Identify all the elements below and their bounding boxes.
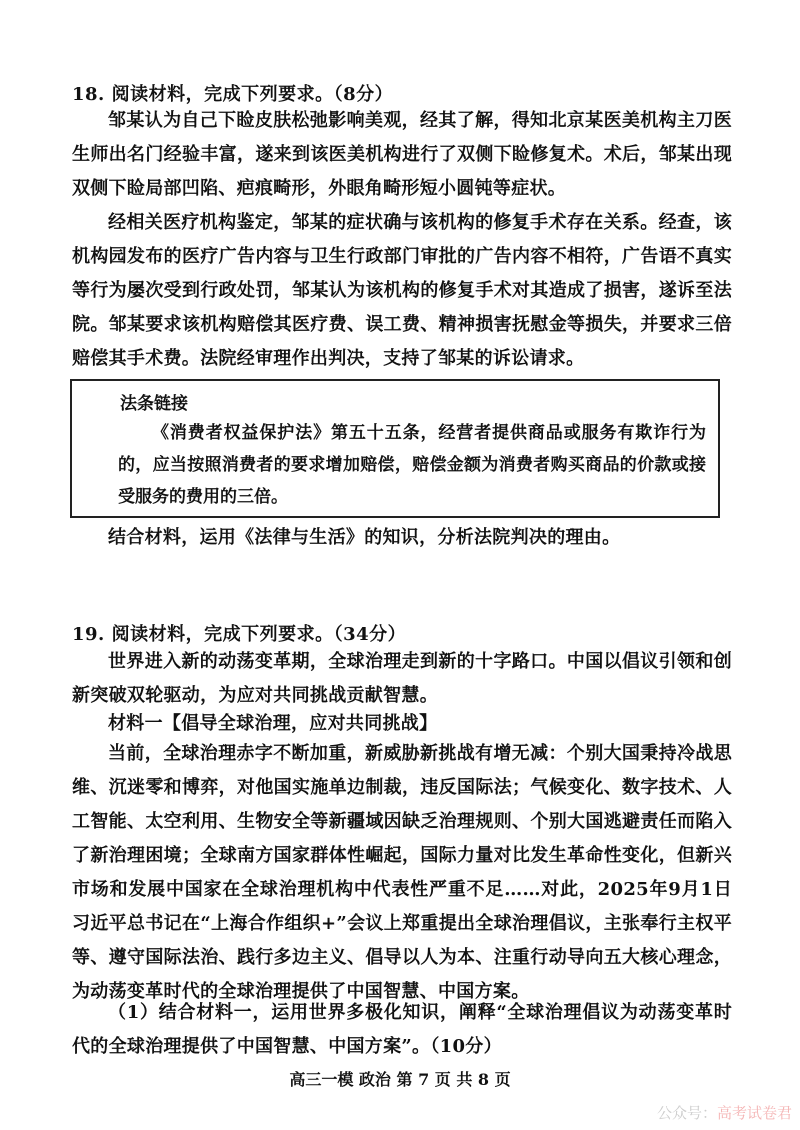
question-18-paragraph-2: 经相关医疗机构鉴定，邹某的症状确与该机构的修复手术存在关系。经查，该机构园发布的医疗广告内容与卫生行政部门审批的广告内容不相符，广告语不真实等行为屡次受到行政处罚，邹某认为该机构的修复手术对其造成了损害，遂诉至法院。邹某要求该机构赔偿其医疗费、误工费、精神损害抚慰金等损失，并要求三倍赔偿其手术费。法院经审理作出判决，支持了邹某的诉讼请求。 <box>72 212 732 369</box>
legal-reference-heading: 法条链接 <box>120 394 188 414</box>
legal-reference-box <box>70 379 720 518</box>
question-19-sub-1: （1）结合材料一，运用世界多极化知识，阐释“全球治理倡议为动荡变革时代的全球治理提供了中国智慧、中国方案”。（10分） <box>72 1002 732 1057</box>
legal-reference-text: 《消费者权益保护法》第五十五条，经营者提供商品或服务有欺诈行为的，应当按照消费者的要求增加赔偿，赔偿金额为消费者购买商品的价款或接受服务的费用的三倍。 <box>118 423 706 507</box>
material-1-heading: 材料一【倡导全球治理，应对共同挑战】 <box>108 713 438 734</box>
page-footer: 高三一模 政治 第 7 页 共 8 页 <box>289 1070 511 1089</box>
question-19-intro: 世界进入新的动荡变革期，全球治理走到新的十字路口。中国以倡议引领和创新突破双轮驱动，为应对共同挑战贡献智慧。 <box>72 651 732 706</box>
question-19-title: 19. 阅读材料，完成下列要求。（34分） <box>72 624 407 645</box>
question-18-prompt: 结合材料，运用《法律与生活》的知识，分析法院判决的理由。 <box>108 527 621 548</box>
watermark <box>657 1102 792 1123</box>
watermark-prefix: 公众号： <box>656 1104 717 1122</box>
watermark-account-name: 高考试卷君 <box>716 1104 792 1122</box>
question-18-title: 18. 阅读材料，完成下列要求。（8分） <box>72 84 394 105</box>
question-18-paragraph-1: 邹某认为自己下睑皮肤松弛影响美观，经其了解，得知北京某医美机构主刀医生师出名门经验丰富，遂来到该医美机构进行了双侧下睑修复术。术后，邹某出现双侧下睑局部凹陷、疤痕畸形，外眼角畸形短小圆钝等症状。 <box>72 110 732 199</box>
material-1-text: 当前，全球治理赤字不断加重，新威胁新挑战有增无减：个别大国秉持冷战思维、沉迷零和博弈，对他国实施单边制裁，违反国际法；气候变化、数字技术、人工智能、太空利用、生物安全等新疆域因缺乏治理规则、个别大国逃避责任而陷入了新治理困境；全球南方国家群体性崛起，国际力量对比发生革命性变化，但新兴市场和发展中国家在全球治理机构中代表性严重不足……对此，2025年9月1日习近平总书记在“上海合作组织+”会议上郑重提出全球治理倡议，主张奉行主权平等、遵守国际法治、践行多边主义、倡导以人为本、注重行动导向五大核心理念，为动荡变革时代的全球治理提供了中国智慧、中国方案。 <box>72 743 732 1002</box>
